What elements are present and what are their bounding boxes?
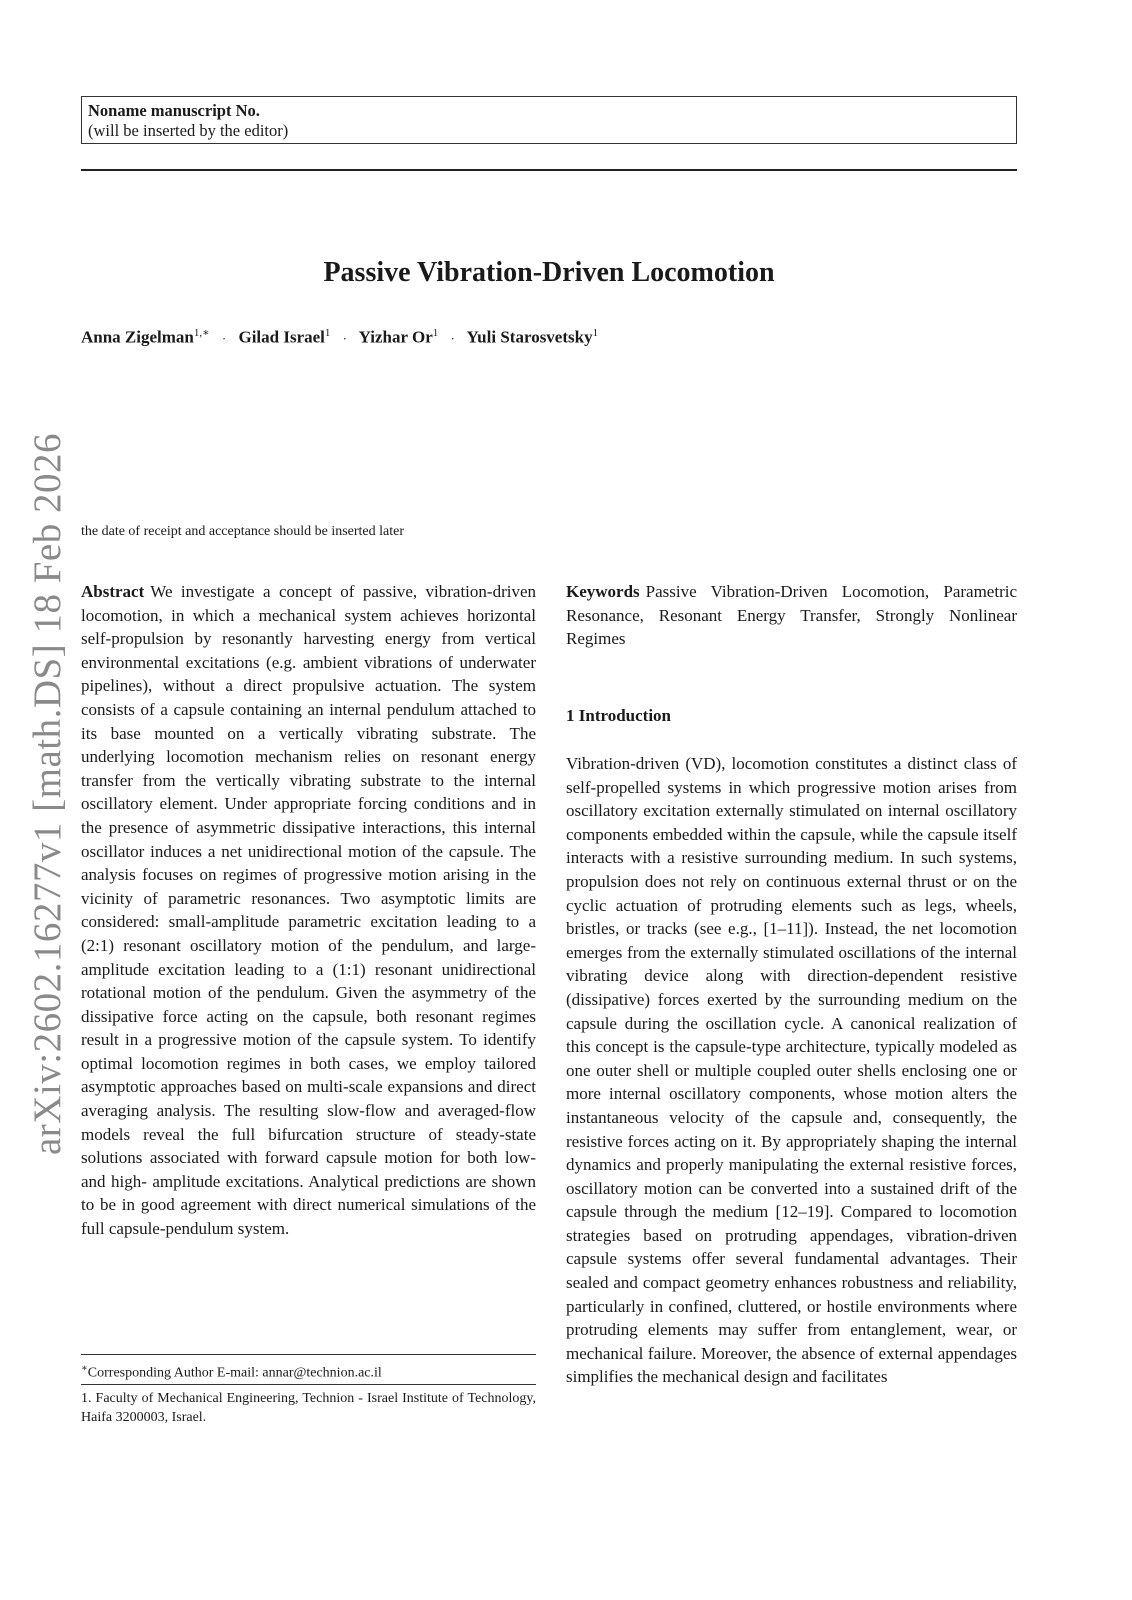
author-separator: · [342, 330, 347, 346]
keywords-text: Passive Vibration-Driven Locomotion, Parametric Resonance, Resonant Energy Transfer, Strongly Nonlinear Regimes [566, 582, 1017, 649]
author-affiliation: 1,∗ [193, 327, 210, 339]
abstract-label: Abstract [81, 582, 145, 601]
introduction-text: Vibration-driven (VD), locomotion constitutes a distinct class of self-propelled systems in which progressive motion arises from oscillatory excitation externally stimulated on internal oscillatory components embedded within the capsule, while the capsule itself interacts with a resistive surrounding medium. In such systems, propulsion does not rely on continuous external thrust or on the cyclic actuation of protruding elements such as legs, wheels, bristles, or tracks (see e.g., [1–11]). Instead, the net locomotion emerges from the externally stimulated oscillations of the internal vibrating device along with direction-dependent resistive (dissipative) forces exerted by the surrounding medium on the capsule during the oscillation cycle. A canonical realization of this concept is the capsule-type architecture, typically modeled as one outer shell or multiple coupled outer shells enclosing one or more internal oscillatory components, whose motion alters the instantaneous velocity of the capsule and, consequently, the resistive forces acting on it. By appropriately shaping the internal dynamics and properly manipulating the external resistive forces, oscillatory motion can be converted into a sustained drift of the capsule through the medium [12–19]. Compared to locomotion strategies based on protruding appendages, vibration-driven capsule systems offer several fundamental advantages. Their sealed and compact geometry enhances robustness and reliability, particularly in confined, cluttered, or hostile environments where protruding elements may suffer from entanglement, wear, or mechanical failure. Moreover, the absence of external appendages simplifies the mechanical design and facilitates [566, 754, 1017, 1387]
editor-info-box [81, 96, 1017, 144]
editor-note: (will be inserted by the editor) [88, 121, 289, 140]
arxiv-stamp: arXiv:2602.16277v1 [math.DS] 18 Feb 2026 [26, 433, 69, 1155]
corresponding-author-text: Corresponding Author E-mail: annar@technion.ac.il [87, 1365, 382, 1381]
author-name: Yizhar Or [358, 327, 433, 347]
footnote-affiliation: 1. Faculty of Mechanical Engineering, Technion - Israel Institute of Technology, Haifa 3200003, Israel. [81, 1391, 536, 1425]
paper-title: Passive Vibration-Driven Locomotion [323, 257, 775, 288]
abstract [81, 580, 536, 1241]
author-affiliation: 1 [592, 327, 599, 339]
author-separator: · [450, 330, 455, 346]
date-note: the date of receipt and acceptance should be inserted later [81, 524, 405, 539]
author-name: Anna Zigelman [81, 327, 194, 347]
author-affiliation: 1 [432, 327, 439, 339]
header-rule [81, 169, 1017, 171]
abstract-text: We investigate a concept of passive, vibration-driven locomotion, in which a mechanical system achieves horizontal self-propulsion by resonantly harvesting energy from vertical environmental excitations (e.g. ambient vibrations of underwater pipelines), without a direct propulsive actuation. The system consists of a capsule containing an internal pendulum attached to its base mounted on a vertically vibrating substrate. The underlying locomotion mechanism relies on resonant energy transfer from the vertically vibrating substrate to the internal oscillatory element. Under appropriate forcing conditions and in the presence of asymmetric dissipative interactions, this internal oscillator induces a net unidirectional motion of the capsule. The analysis focuses on regimes of progressive motion arising in the vicinity of parametric resonances. Two asymptotic limits are considered: small-amplitude parametric excitation leading to a (2:1) resonant oscillatory motion of the pendulum, and large-amplitude excitation leading to a (1:1) resonant unidirectional rotational motion of the pendulum. Given the asymmetry of the dissipative force acting on the capsule, both resonant regimes result in a progressive motion of the capsule system. To identify optimal locomotion regimes in both cases, we employ tailored asymptotic approaches based on multi-scale expansions and direct averaging analysis. The resulting slow-flow and averaged-flow models reveal the full bifurcation structure of steady-state solutions associated with forward capsule motion for both low- and high- amplitude excitations. Analytical predictions are shown to be in good agreement with direct numerical simulations of the full capsule-pendulum system. [81, 582, 536, 1239]
author-name: Yuli Starosvetsky [466, 327, 593, 347]
footnote-rule [81, 1354, 536, 1355]
footnote-marker: ∗ [81, 1363, 88, 1374]
author-list [81, 322, 1017, 350]
footnote-corresponding [81, 1359, 536, 1383]
keywords-label: Keywords [566, 582, 640, 601]
section-heading-introduction: 1 Introduction [566, 706, 672, 725]
author-name: Gilad Israel [238, 327, 325, 347]
keywords [566, 580, 1017, 651]
manuscript-label: Noname manuscript No. [88, 101, 260, 120]
footnote-rule [81, 1384, 536, 1385]
author-affiliation: 1 [324, 327, 331, 339]
author-separator: · [221, 330, 227, 346]
